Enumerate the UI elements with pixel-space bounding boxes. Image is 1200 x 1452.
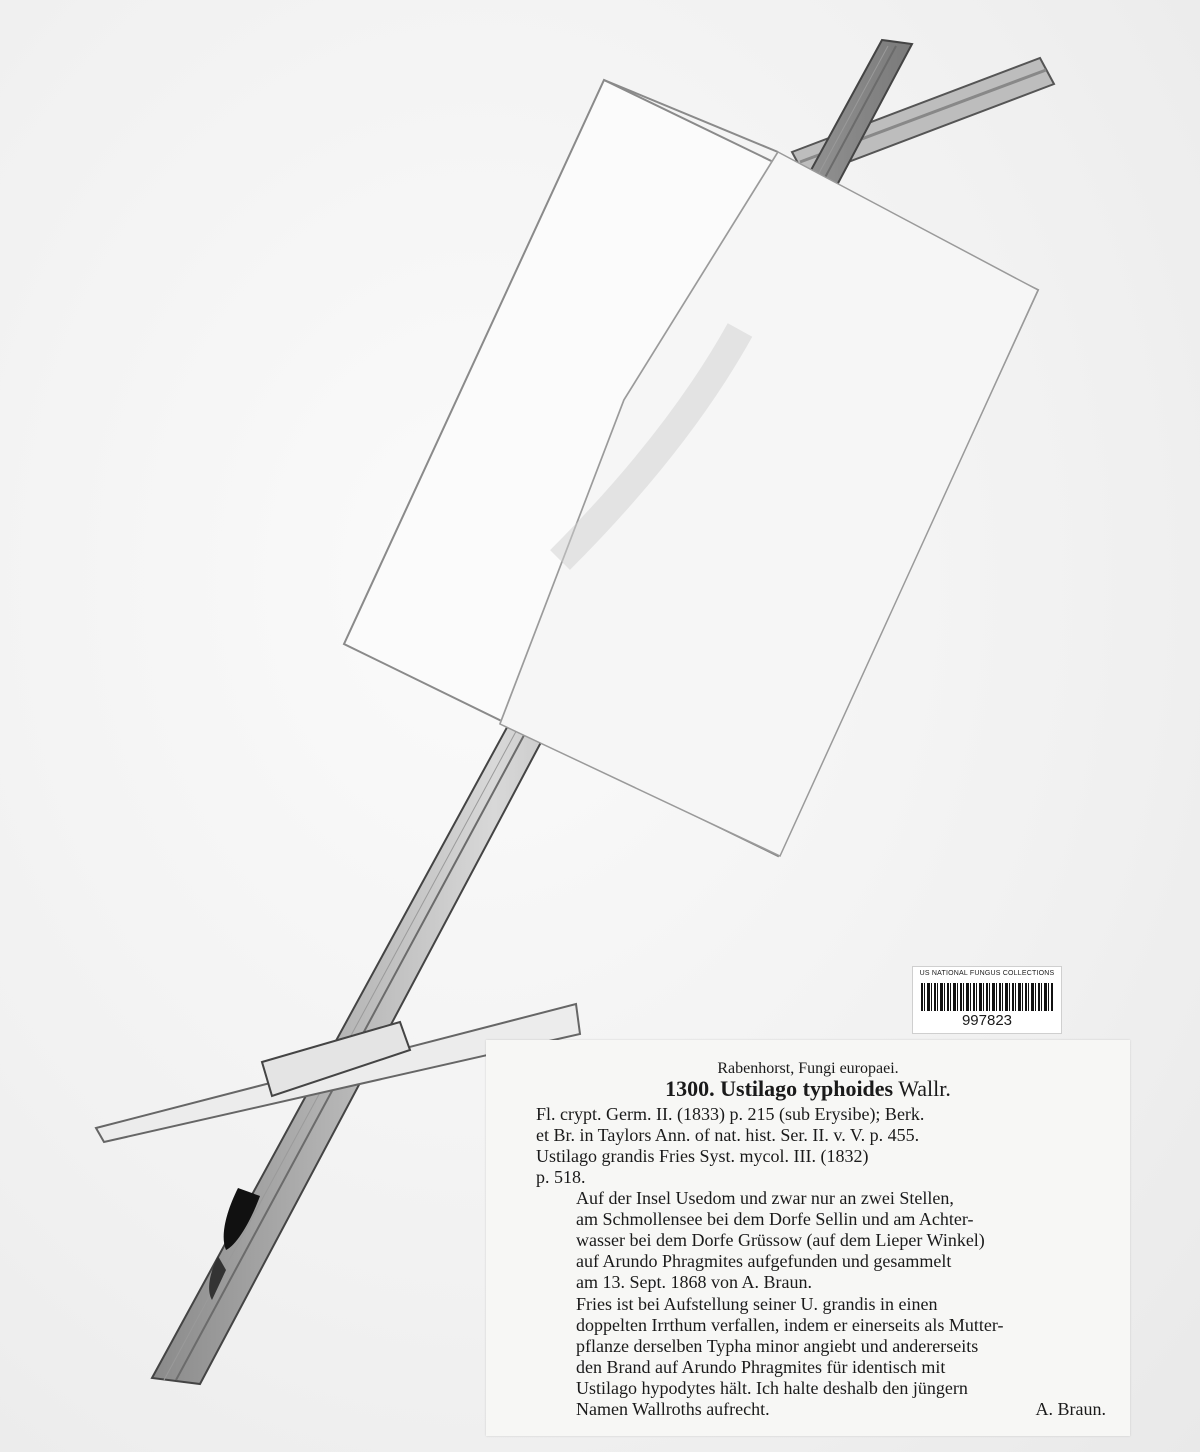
- citation-paragraph: [536, 1104, 1106, 1188]
- note-line: pflanze derselben Typha minor angiebt und andererseits: [576, 1336, 979, 1356]
- note-line: doppelten Irrthum verfallen, indem er einerseits als Mutter-: [576, 1315, 1004, 1335]
- locality-line: am 13. Sept. 1868 von A. Braun.: [576, 1272, 812, 1292]
- locality-line: auf Arundo Phragmites aufgefunden und gesammelt: [576, 1251, 952, 1271]
- note-line: Ustilago hypodytes hält. Ich halte deshalb den jüngern: [576, 1378, 968, 1398]
- species-title: [486, 1078, 1130, 1099]
- specimen-label: [486, 1040, 1130, 1436]
- citation-line: p. 518.: [536, 1167, 586, 1187]
- citation-line: et Br. in Taylors Ann. of nat. hist. Ser. II. v. V. p. 455.: [536, 1125, 920, 1145]
- locality-line: wasser bei dem Dorfe Grüssow (auf dem Lieper Winkel): [576, 1230, 985, 1250]
- note-paragraph: [536, 1294, 1106, 1420]
- barcode-image: [921, 983, 1053, 1011]
- locality-line: Auf der Insel Usedom und zwar nur an zwei Stellen,: [576, 1188, 954, 1208]
- locality-paragraph: [536, 1188, 1106, 1293]
- exsiccata-series: Rabenhorst, Fungi europaei.: [717, 1060, 899, 1077]
- locality-line: am Schmollensee bei dem Dorfe Sellin und am Achter-: [576, 1209, 974, 1229]
- citation-line: Ustilago grandis Fries Syst. mycol. III. (1832): [536, 1146, 869, 1166]
- barcode-number: 997823: [961, 1012, 1013, 1029]
- citation-line: Fl. crypt. Germ. II. (1833) p. 215 (sub Erysibe); Berk.: [536, 1104, 925, 1124]
- collection-name: US NATIONAL FUNGUS COLLECTIONS: [919, 970, 1055, 977]
- note-line: den Brand auf Arundo Phragmites für identisch mit: [576, 1357, 946, 1377]
- barcode-tag: [912, 966, 1062, 1034]
- note-line-last: [536, 1399, 1106, 1420]
- species-author: Wallr.: [898, 1076, 951, 1101]
- collector-signature: A. Braun.: [1035, 1399, 1106, 1419]
- note-text: Namen Wallroths aufrecht.: [576, 1399, 770, 1419]
- note-line: Fries ist bei Aufstellung seiner U. grandis in einen: [576, 1294, 938, 1314]
- species-name: Ustilago typhoides: [720, 1076, 894, 1101]
- exsiccata-number: 1300.: [665, 1076, 715, 1101]
- specimen-packet: [344, 80, 1038, 856]
